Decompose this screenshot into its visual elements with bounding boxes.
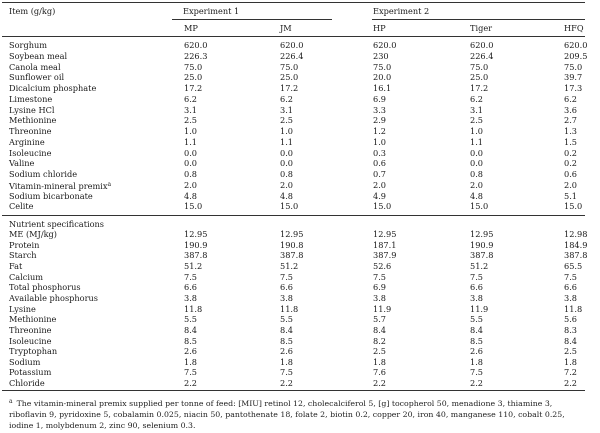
nutrient-value: 2.5 xyxy=(564,346,578,357)
footnote-text: The vitamin-mineral premix supplied per tonne of feed: [MIU] retinol 12, cholecalciferol 5, [g] tocopherol 50, menadione 3, thiamine 3, riboflavin 9, pyridoxine 5, cobalamin 0.025, niacin 50, pantothenate 18, folate 2, biotin 0.2, copper 20, iron 40, manganese 110, cobalt 0.25, iodine 1, molybdenum 2, zinc 90, selenium 0.3. xyxy=(9,399,565,430)
ingredient-value: 6.2 xyxy=(280,93,294,104)
ingredient-value: 15.0 xyxy=(470,201,489,212)
header-bottom-rule xyxy=(2,36,585,37)
nutrient-value: 8.3 xyxy=(564,324,578,335)
ingredient-value: 0.7 xyxy=(373,169,387,179)
ingredient-value: 25.0 xyxy=(184,72,203,83)
ingredient-label xyxy=(9,105,54,115)
nutrient-value: 7.5 xyxy=(470,367,484,378)
nutrient-value: 5.7 xyxy=(373,314,387,325)
ingredient-value: 39.7 xyxy=(564,72,583,83)
experiment1-header: Experiment 1 xyxy=(183,6,240,16)
nutrient-value: 6.6 xyxy=(280,282,294,293)
footnote-marker: a xyxy=(9,398,13,405)
ingredient-value: 620.0 xyxy=(184,40,208,50)
nutrient-value: 6.6 xyxy=(470,282,484,293)
ingredient-value: 0.8 xyxy=(470,169,484,179)
nutrient-value: 2.6 xyxy=(184,346,198,357)
ingredient-value: 0.0 xyxy=(470,147,484,158)
ingredient-value: 3.1 xyxy=(470,104,484,115)
nutrient-value: 387.8 xyxy=(184,250,208,261)
ingredient-name: Sodium chloride xyxy=(9,169,78,179)
nutrient-value: 7.5 xyxy=(373,271,387,282)
nutrient-value: 2.5 xyxy=(373,346,387,357)
ingredient-value: 620.0 xyxy=(470,40,494,50)
nutrient-value: 5.5 xyxy=(280,314,294,325)
nutrient-value: 51.2 xyxy=(280,260,299,271)
nutrient-value: 7.5 xyxy=(280,271,294,282)
ingredient-value: 25.0 xyxy=(470,72,489,83)
nutrient-value: 1.8 xyxy=(564,356,578,367)
ingredient-value: 2.0 xyxy=(470,179,484,190)
ingredient-value: 2.5 xyxy=(280,115,294,126)
ingredient-value: 4.9 xyxy=(373,190,387,201)
ingredient-value: 2.9 xyxy=(373,115,387,126)
premix-footnote xyxy=(9,396,587,431)
ingredient-value: 6.2 xyxy=(184,93,198,104)
nutrient-name: Calcium xyxy=(9,271,44,282)
ingredient-label xyxy=(9,115,56,125)
nutrient-value: 387.8 xyxy=(470,250,494,261)
nutrient-value: 6.6 xyxy=(564,282,578,293)
section-divider-rule xyxy=(2,215,585,216)
ingredient-value: 1.2 xyxy=(373,126,387,136)
ingredient-value: 1.0 xyxy=(280,126,294,136)
nutrient-name: Total phosphorus xyxy=(9,282,81,293)
nutrient-label xyxy=(9,357,40,367)
ingredient-value: 2.0 xyxy=(373,179,387,190)
ingredient-value: 0.0 xyxy=(470,158,484,169)
ingredient-value: 0.6 xyxy=(373,158,387,169)
nutrient-label xyxy=(9,293,98,303)
experiment2-rule xyxy=(372,19,585,20)
nutrient-value: 8.5 xyxy=(184,335,198,346)
nutrient-value: 8.5 xyxy=(280,335,294,346)
nutrient-value: 1.8 xyxy=(280,356,294,367)
ingredient-value: 75.0 xyxy=(280,61,299,72)
nutrient-value: 3.8 xyxy=(564,292,578,303)
ingredient-name: Vitamin-mineral premix xyxy=(9,180,108,191)
nutrient-label xyxy=(9,314,56,324)
ingredient-label xyxy=(9,126,51,136)
nutrient-value: 7.2 xyxy=(564,367,578,378)
ingredient-name: Sodium bicarbonate xyxy=(9,190,93,201)
ingredient-label xyxy=(9,94,52,104)
nutrient-label xyxy=(9,325,51,335)
experiment2-header: Experiment 2 xyxy=(373,6,430,16)
nutrient-name: Starch xyxy=(9,250,37,261)
nutrient-value: 12.95 xyxy=(470,229,494,239)
nutrient-value: 6.6 xyxy=(184,282,198,293)
nutrient-value: 3.8 xyxy=(184,292,198,303)
ingredient-value: 25.0 xyxy=(280,72,299,83)
column-header-jm: JM xyxy=(280,23,292,33)
nutrient-value: 2.2 xyxy=(373,378,387,389)
nutrient-value: 8.2 xyxy=(373,335,387,346)
ingredient-label xyxy=(9,180,111,191)
ingredient-value: 2.5 xyxy=(470,115,484,126)
nutrient-value: 1.8 xyxy=(184,356,198,367)
nutrient-value: 2.6 xyxy=(470,346,484,357)
ingredient-value: 4.8 xyxy=(184,190,198,201)
nutrient-value: 2.2 xyxy=(184,378,198,389)
nutrient-name: Potassium xyxy=(9,367,52,378)
ingredient-name: Dicalcium phosphate xyxy=(9,83,97,93)
nutrient-value: 190.9 xyxy=(470,239,494,250)
ingredient-value: 1.1 xyxy=(280,136,294,147)
ingredient-value: 2.0 xyxy=(564,179,578,190)
nutrient-label xyxy=(9,261,22,271)
nutrient-label xyxy=(9,367,51,377)
nutrient-value: 11.8 xyxy=(280,303,299,314)
ingredient-label xyxy=(9,201,33,211)
nutrient-name: Lysine xyxy=(9,303,36,314)
ingredient-value: 0.8 xyxy=(280,169,294,179)
nutrient-label xyxy=(9,240,39,250)
nutrient-name: Protein xyxy=(9,239,40,250)
ingredient-name: Soybean meal xyxy=(9,50,68,61)
nutrient-value: 7.5 xyxy=(184,271,198,282)
nutrient-value: 11.8 xyxy=(564,303,583,314)
nutrient-value: 387.8 xyxy=(280,250,304,261)
nutrient-name: Threonine xyxy=(9,324,52,335)
nutrient-value: 65.5 xyxy=(564,260,583,271)
nutrient-value: 2.2 xyxy=(280,378,294,389)
nutrient-value: 7.5 xyxy=(470,271,484,282)
ingredient-value: 75.0 xyxy=(564,61,583,72)
nutrient-value: 52.6 xyxy=(373,260,392,271)
ingredient-name: Lysine HCl xyxy=(9,104,55,115)
ingredient-value: 1.0 xyxy=(470,126,484,136)
ingredient-name: Threonine xyxy=(9,126,52,136)
nutrient-label xyxy=(9,346,57,356)
ingredient-value: 3.3 xyxy=(373,104,387,115)
column-header-hfq: HFQ xyxy=(564,23,584,33)
ingredient-value: 0.3 xyxy=(373,147,387,158)
nutrient-value: 190.8 xyxy=(280,239,304,250)
nutrient-value: 8.4 xyxy=(373,324,387,335)
top-rule xyxy=(2,2,585,3)
nutrient-value: 3.8 xyxy=(470,292,484,303)
ingredient-name: Canola meal xyxy=(9,61,61,72)
nutrient-label xyxy=(9,229,57,239)
nutrient-value: 7.5 xyxy=(564,271,578,282)
ingredient-value: 230 xyxy=(373,50,389,61)
ingredient-value: 0.8 xyxy=(184,169,198,179)
ingredient-value: 6.2 xyxy=(470,93,484,104)
ingredient-name: Sorghum xyxy=(9,40,48,50)
ingredient-label xyxy=(9,62,61,72)
ingredient-value: 3.6 xyxy=(564,104,578,115)
ingredient-value: 6.9 xyxy=(373,93,387,104)
ingredient-label xyxy=(9,40,47,50)
footnote-ref-marker: a xyxy=(107,180,112,188)
ingredient-value: 6.2 xyxy=(564,93,578,104)
nutrient-value: 184.9 xyxy=(564,239,588,250)
ingredient-value: 75.0 xyxy=(184,61,203,72)
nutrient-value: 12.98 xyxy=(564,229,588,239)
ingredient-value: 2.0 xyxy=(184,179,198,190)
nutrient-value: 7.5 xyxy=(280,367,294,378)
ingredient-name: Limestone xyxy=(9,93,53,104)
ingredient-value: 226.4 xyxy=(470,50,494,61)
ingredient-value: 17.2 xyxy=(184,83,203,93)
nutrient-value: 11.8 xyxy=(184,303,203,314)
nutrient-value: 3.8 xyxy=(280,292,294,303)
nutrient-value: 2.6 xyxy=(280,346,294,357)
nutrient-value: 2.2 xyxy=(564,378,578,389)
nutrient-value: 5.6 xyxy=(564,314,578,325)
ingredient-value: 2.0 xyxy=(280,179,294,190)
ingredient-value: 15.0 xyxy=(280,201,299,212)
nutrient-label xyxy=(9,282,81,292)
ingredient-value: 2.5 xyxy=(184,115,198,126)
ingredient-name: Methionine xyxy=(9,115,57,126)
ingredient-value: 5.1 xyxy=(564,190,578,201)
nutrient-value: 12.95 xyxy=(184,229,208,239)
ingredient-value: 1.3 xyxy=(564,126,578,136)
ingredient-value: 226.3 xyxy=(184,50,208,61)
nutrient-name: ME (MJ/kg) xyxy=(9,229,57,239)
ingredient-value: 2.7 xyxy=(564,115,578,126)
ingredient-value: 15.0 xyxy=(564,201,583,212)
ingredient-label xyxy=(9,158,34,168)
nutrient-label xyxy=(9,378,45,388)
nutrient-name: Methionine xyxy=(9,314,57,325)
ingredient-label xyxy=(9,83,96,93)
nutrient-value: 6.9 xyxy=(373,282,387,293)
ingredient-value: 17.3 xyxy=(564,83,583,93)
nutrient-value: 7.5 xyxy=(184,367,198,378)
ingredient-name: Valine xyxy=(9,158,35,169)
ingredient-label xyxy=(9,169,77,179)
table-bottom-rule xyxy=(2,390,585,391)
nutrient-value: 11.9 xyxy=(470,303,489,314)
nutrient-label xyxy=(9,336,51,346)
ingredient-value: 0.0 xyxy=(184,147,198,158)
ingredient-value: 15.0 xyxy=(373,201,392,212)
ingredient-label xyxy=(9,191,93,201)
nutrient-value: 3.8 xyxy=(373,292,387,303)
ingredient-value: 75.0 xyxy=(470,61,489,72)
nutrient-value: 11.9 xyxy=(373,303,392,314)
nutrient-value: 51.2 xyxy=(184,260,203,271)
nutrient-value: 2.2 xyxy=(470,378,484,389)
ingredient-name: Isoleucine xyxy=(9,147,52,158)
ingredient-value: 209.5 xyxy=(564,50,588,61)
nutrient-value: 387.9 xyxy=(373,250,397,261)
nutrient-spec-heading: Nutrient specifications xyxy=(9,219,105,229)
nutrient-name: Available phosphorus xyxy=(9,292,98,303)
nutrient-value: 8.4 xyxy=(280,324,294,335)
ingredient-value: 1.0 xyxy=(184,126,198,136)
nutrient-value: 12.95 xyxy=(373,229,397,239)
ingredient-label xyxy=(9,72,64,82)
nutrient-name: Fat xyxy=(9,260,23,271)
ingredient-name: Celite xyxy=(9,201,34,212)
ingredient-value: 4.8 xyxy=(280,190,294,201)
ingredient-value: 0.0 xyxy=(280,147,294,158)
ingredient-value: 17.2 xyxy=(470,83,489,93)
column-header-hp: HP xyxy=(373,23,386,33)
nutrient-name: Sodium xyxy=(9,356,41,367)
ingredient-value: 0.0 xyxy=(184,158,198,169)
ingredient-value: 3.1 xyxy=(280,104,294,115)
nutrient-value: 12.95 xyxy=(280,229,304,239)
experiment1-rule xyxy=(172,19,332,20)
ingredient-label xyxy=(9,148,51,158)
nutrient-value: 7.6 xyxy=(373,367,387,378)
ingredient-value: 1.5 xyxy=(564,136,578,147)
nutrient-label xyxy=(9,250,37,260)
nutrient-value: 8.4 xyxy=(564,335,578,346)
ingredient-value: 1.1 xyxy=(184,136,198,147)
nutrient-value: 190.9 xyxy=(184,239,208,250)
ingredient-value: 0.2 xyxy=(564,147,578,158)
nutrient-value: 51.2 xyxy=(470,260,489,271)
nutrient-value: 5.5 xyxy=(184,314,198,325)
ingredient-value: 3.1 xyxy=(184,104,198,115)
ingredient-value: 620.0 xyxy=(373,40,397,50)
ingredient-value: 620.0 xyxy=(564,40,588,50)
ingredient-value: 15.0 xyxy=(184,201,203,212)
column-header-mp: MP xyxy=(184,23,198,33)
ingredient-value: 1.0 xyxy=(373,136,387,147)
ingredient-value: 4.8 xyxy=(470,190,484,201)
ingredient-value: 20.0 xyxy=(373,72,392,83)
ingredient-value: 1.1 xyxy=(470,136,484,147)
column-header-tiger: Tiger xyxy=(470,23,493,33)
nutrient-value: 1.8 xyxy=(470,356,484,367)
nutrient-value: 187.1 xyxy=(373,239,397,250)
item-header: Item (g/kg) xyxy=(9,6,56,16)
ingredient-value: 16.1 xyxy=(373,83,392,93)
nutrient-name: Chloride xyxy=(9,378,45,389)
ingredient-name: Arginine xyxy=(9,136,45,147)
nutrient-value: 8.4 xyxy=(184,324,198,335)
nutrient-label xyxy=(9,272,43,282)
nutrient-value: 5.5 xyxy=(470,314,484,325)
ingredient-value: 0.0 xyxy=(280,158,294,169)
nutrient-value: 1.8 xyxy=(373,356,387,367)
ingredient-name: Sunflower oil xyxy=(9,72,65,83)
ingredient-value: 0.2 xyxy=(564,158,578,169)
ingredient-label xyxy=(9,137,45,147)
nutrient-label xyxy=(9,304,36,314)
ingredient-label xyxy=(9,51,67,61)
nutrient-value: 387.8 xyxy=(564,250,588,261)
ingredient-value: 17.2 xyxy=(280,83,299,93)
nutrient-value: 8.5 xyxy=(470,335,484,346)
ingredient-value: 620.0 xyxy=(280,40,304,50)
nutrient-value: 8.4 xyxy=(470,324,484,335)
ingredient-value: 75.0 xyxy=(373,61,392,72)
nutrient-name: Tryptophan xyxy=(9,346,58,357)
ingredient-value: 0.6 xyxy=(564,169,578,179)
nutrient-name: Isoleucine xyxy=(9,335,52,346)
ingredient-value: 226.4 xyxy=(280,50,304,61)
